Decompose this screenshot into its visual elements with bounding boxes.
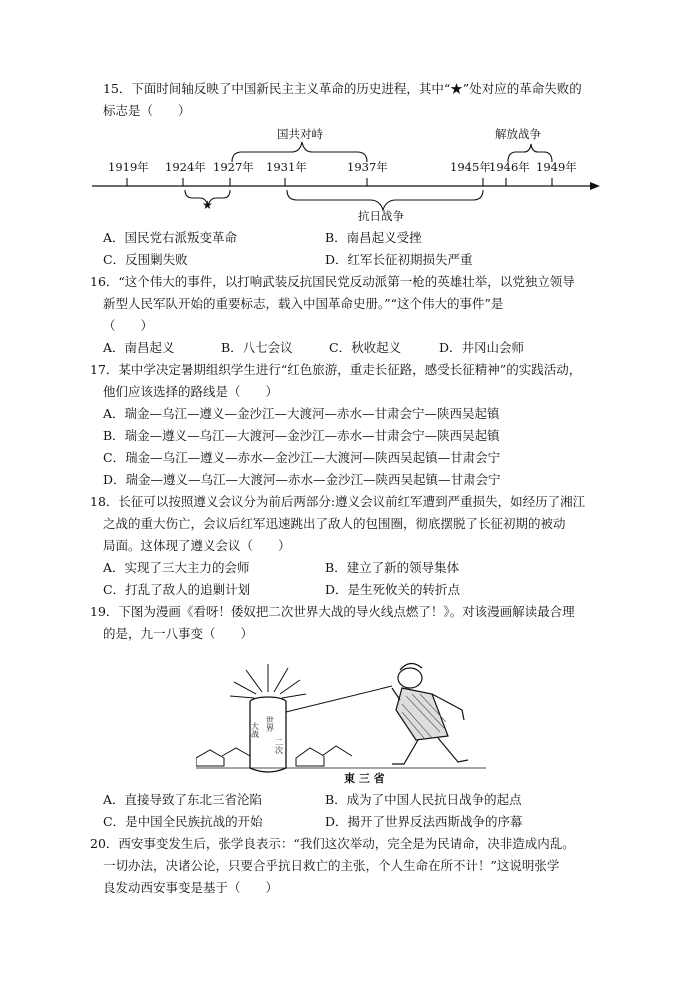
fuse-line	[286, 686, 392, 712]
q18-stem-line3: 局面。这体现了遵义会议（ ）	[103, 538, 291, 553]
q17-option-a[interactable]: A．瑞金—乌江—遵义—金沙江—大渡河—赤水—甘肃会宁—陕西吴起镇	[103, 406, 500, 421]
q18-option-d[interactable]: D．是生死攸关的转折点	[325, 582, 461, 597]
q15-option-a[interactable]: A．国民党右派叛变革命	[103, 230, 238, 245]
year-1931: 1931年	[266, 160, 307, 174]
q15-stem-line2: 标志是（ ）	[103, 103, 191, 118]
label-guogong-duizhi: 国共对峙	[277, 127, 323, 141]
q15-option-c[interactable]: C．反围剿失败	[103, 252, 188, 267]
q16-option-a[interactable]: A．南昌起义	[103, 340, 175, 355]
barrel-label-2: 世界	[265, 716, 275, 732]
year-1949: 1949年	[536, 160, 577, 174]
q19-option-d[interactable]: D．揭开了世界反法西斯战争的序幕	[325, 814, 523, 829]
q20-stem-line3: 良发动西安事变是基于（ ）	[103, 880, 279, 895]
q18-option-b[interactable]: B．建立了新的领导集体	[325, 560, 460, 575]
figure	[392, 663, 468, 764]
q15-option-d[interactable]: D．红军长征初期损失严重	[325, 252, 473, 267]
q16-stem-line2: 新型人民军队开始的重要标志，载入中国革命史册。”“这个伟大的事件”是	[103, 296, 504, 311]
q20-stem-line1: 20．西安事变发生后，张学良表示：“我们这次举动，完全是为民请命，决非造成内乱。	[90, 836, 575, 851]
q18-option-c[interactable]: C．打乱了敌人的追剿计划	[103, 582, 251, 597]
year-1946: 1946年	[489, 160, 530, 174]
q19-option-c[interactable]: C．是中国全民族抗战的开始	[103, 814, 263, 829]
barrel-label: 大战	[250, 722, 260, 738]
q17-option-b[interactable]: B．瑞金—遵义—乌江—大渡河—金沙江—赤水—甘肃会宁—陕西吴起镇	[103, 428, 500, 443]
q18-stem-line2: 之战的重大伤亡，会议后红军迅速跳出了敌人的包围圈，彻底摆脱了长征初期的被动	[103, 516, 566, 531]
star-marker: ★	[202, 198, 213, 212]
year-1927: 1927年	[213, 160, 254, 174]
q15-option-b[interactable]: B．南昌起义受挫	[325, 230, 422, 245]
cartoon-image	[196, 650, 486, 785]
q19-stem-line2: 的是，九一八事变（ ）	[103, 626, 254, 641]
q19-stem-line1: 19．下图为漫画《看呀！倭奴把二次世界大战的导火线点燃了！》。对该漫画解读最合理	[90, 604, 575, 619]
q18-stem-line1: 18．长征可以按照遵义会议分为前后两部分:遵义会议前红军遭到严重损失，如经历了湘江	[90, 494, 586, 509]
label-kangri-zhanzheng: 抗日战争	[358, 209, 404, 223]
q18-option-a[interactable]: A．实现了三大主力的会师	[103, 560, 250, 575]
year-1924: 1924年	[165, 160, 206, 174]
q16-option-b[interactable]: B．八七会议	[221, 340, 293, 355]
q16-option-c[interactable]: C．秋收起义	[329, 340, 402, 355]
barrel-label-3: 二次	[274, 738, 284, 754]
year-1945: 1945年	[450, 160, 491, 174]
label-jiefang-zhanzheng: 解放战争	[495, 127, 541, 141]
ground-label: 東 三 省	[344, 772, 385, 785]
q17-option-c[interactable]: C．瑞金—乌江—遵义—赤水—金沙江—大渡河—陕西吴起镇—甘肃会宁	[103, 450, 501, 465]
spark-rays	[230, 664, 306, 698]
timeline-arrow	[590, 182, 600, 190]
q17-stem-line1: 17．某中学决定暑期组织学生进行“红色旅游，重走长征路，感受长征精神”的实践活动，	[90, 362, 582, 377]
q16-stem-line1: 16．“这个伟大的事件，以打响武装反抗国民党反动派第一枪的英雄壮举，以党独立领导	[90, 274, 575, 289]
brace-kangri	[287, 190, 483, 210]
q20-stem-line2: 一切办法，决诸公论，只要合乎抗日救亡的主张，个人生命在所不计！”这说明张学	[103, 858, 560, 873]
q19-option-b[interactable]: B．成为了中国人民抗日战争的起点	[325, 792, 522, 807]
q17-option-d[interactable]: D．瑞金—遵义—乌江—大渡河—赤水—金沙江—陕西吴起镇—甘肃会宁	[103, 472, 501, 487]
q15-stem-line1: 15．下面时间轴反映了中国新民主主义革命的历史进程，其中“★”处对应的革命失败的	[103, 81, 582, 96]
q19-option-a[interactable]: A．直接导致了东北三省沦陷	[103, 792, 263, 807]
year-1919: 1919年	[108, 160, 149, 174]
q16-stem-line3: （ ）	[103, 318, 154, 333]
year-1937: 1937年	[347, 160, 388, 174]
q16-option-d[interactable]: D．井冈山会师	[439, 340, 525, 355]
q17-stem-line2: 他们应该选择的路线是（ ）	[103, 384, 279, 399]
